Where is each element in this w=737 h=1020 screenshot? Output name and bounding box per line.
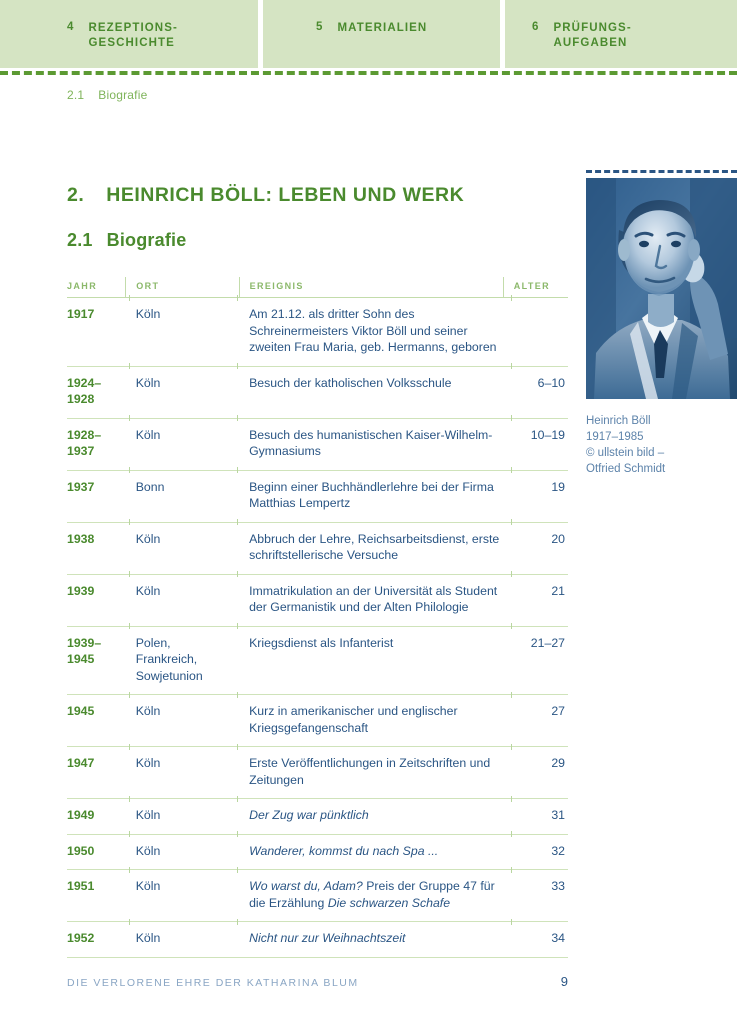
cell-ort: Köln (126, 695, 239, 747)
chapter-nav-tabs (0, 0, 737, 68)
cell-ereignis: Nicht nur zur Weihnachtszeit (239, 922, 503, 958)
column-header-ereignis: EREIGNIS (239, 277, 503, 298)
table-row (67, 834, 568, 870)
cell-alter: 29 (503, 747, 568, 799)
cell-alter (503, 298, 568, 367)
page-footer (67, 974, 568, 989)
cell-jahr: 1947 (67, 747, 126, 799)
table-row (67, 695, 568, 747)
cell-ort: Köln (126, 799, 239, 835)
cell-jahr: 1951 (67, 870, 126, 922)
table-row (67, 870, 568, 922)
cell-ereignis: Wanderer, kommst du nach Spa ... (239, 834, 503, 870)
cell-alter: 21–27 (503, 626, 568, 695)
cell-ereignis: Erste Veröffentlichungen in Zeitschriften und Zeitungen (239, 747, 503, 799)
cell-ort: Köln (126, 366, 239, 418)
cell-ereignis: Am 21.12. als dritter Sohn des Schreinermeisters Viktor Böll und seiner zweiten Frau Maria, geb. Hermanns, geboren (239, 298, 503, 367)
cell-ereignis: Kurz in amerikanischer und englischer Kriegsgefangenschaft (239, 695, 503, 747)
cell-ereignis: Wo warst du, Adam? Preis der Gruppe 47 für die Erzählung Die schwarzen Schafe (239, 870, 503, 922)
table-row (67, 418, 568, 470)
column-header-alter: ALTER (503, 277, 568, 298)
header-dashed-rule (0, 71, 737, 75)
chapter-title-text: HEINRICH BÖLL: LEBEN UND WERK (106, 184, 465, 206)
table-row (67, 922, 568, 958)
cell-ort: Polen, Frankreich, Sowjetunion (126, 626, 239, 695)
portrait-caption (586, 413, 737, 477)
cell-ort: Köln (126, 922, 239, 958)
cell-alter: 10–19 (503, 418, 568, 470)
cell-jahr: 1950 (67, 834, 126, 870)
portrait-block (586, 178, 737, 477)
cell-ereignis: Beginn einer Buchhändlerlehre bei der Firma Matthias Lempertz (239, 470, 503, 522)
portrait-caption-dates: 1917–1985 (586, 431, 644, 443)
nav-tab-pruefungsaufgaben[interactable] (505, 0, 737, 68)
footer-book-title: DIE VERLORENE EHRE DER KATHARINA BLUM (67, 977, 359, 989)
nav-tab-number: 6 (532, 21, 540, 33)
cell-ereignis: Besuch des humanistischen Kaiser-Wilhelm-Gymnasiums (239, 418, 503, 470)
nav-tab-rezeptionsgeschichte[interactable] (0, 0, 258, 68)
cell-alter: 27 (503, 695, 568, 747)
column-header-ort: ORT (126, 277, 239, 298)
biography-table (67, 277, 568, 958)
table-row (67, 574, 568, 626)
table-row (67, 366, 568, 418)
table-row (67, 626, 568, 695)
cell-alter: 20 (503, 522, 568, 574)
table-row (67, 799, 568, 835)
section-title-text: Biografie (106, 230, 187, 250)
chapter-number: 2. (67, 184, 85, 206)
cell-alter: 34 (503, 922, 568, 958)
cell-ereignis: Besuch der katholischen Volksschule (239, 366, 503, 418)
cell-ereignis: Kriegsdienst als Infanterist (239, 626, 503, 695)
nav-tab-number: 4 (67, 21, 75, 33)
cell-ort: Köln (126, 834, 239, 870)
cell-ort: Köln (126, 870, 239, 922)
nav-tab-materialien[interactable] (263, 0, 500, 68)
section-title (67, 230, 186, 251)
table-row (67, 522, 568, 574)
portrait-dashed-rule (586, 170, 737, 173)
chapter-title (67, 184, 464, 207)
cell-alter: 31 (503, 799, 568, 835)
table-row (67, 298, 568, 367)
cell-alter: 6–10 (503, 366, 568, 418)
nav-tab-number: 5 (316, 21, 324, 33)
cell-jahr: 1939 (67, 574, 126, 626)
running-head (67, 88, 147, 102)
cell-alter: 19 (503, 470, 568, 522)
running-head-number: 2.1 (67, 88, 85, 102)
table-row (67, 747, 568, 799)
cell-ereignis: Immatrikulation an der Universität als Student der Germanistik und der Alten Philologie (239, 574, 503, 626)
cell-jahr: 1945 (67, 695, 126, 747)
portrait-photo (586, 178, 737, 399)
cell-alter: 33 (503, 870, 568, 922)
cell-jahr: 1939– 1945 (67, 626, 126, 695)
portrait-caption-name: Heinrich Böll (586, 415, 651, 427)
section-number: 2.1 (67, 230, 93, 250)
cell-jahr: 1938 (67, 522, 126, 574)
cell-jahr: 1949 (67, 799, 126, 835)
cell-ereignis: Abbruch der Lehre, Reichsarbeitsdienst, erste schriftstellerische Versuche (239, 522, 503, 574)
nav-tab-label: MATERIALIEN (337, 22, 428, 34)
cell-jahr: 1924– 1928 (67, 366, 126, 418)
cell-alter: 32 (503, 834, 568, 870)
cell-alter: 21 (503, 574, 568, 626)
cell-ort: Köln (126, 418, 239, 470)
cell-jahr: 1952 (67, 922, 126, 958)
table-body (67, 298, 568, 958)
cell-ort: Köln (126, 574, 239, 626)
cell-jahr: 1917 (67, 298, 126, 367)
cell-jahr: 1928– 1937 (67, 418, 126, 470)
cell-ort: Bonn (126, 470, 239, 522)
portrait-caption-credit-1: © ullstein bild – (586, 447, 665, 459)
running-head-title: Biografie (98, 88, 148, 102)
table-header-row (67, 277, 568, 298)
cell-ort: Köln (126, 298, 239, 367)
footer-page-number: 9 (560, 974, 568, 989)
table-row (67, 470, 568, 522)
cell-jahr: 1937 (67, 470, 126, 522)
cell-ort: Köln (126, 747, 239, 799)
cell-ort: Köln (126, 522, 239, 574)
nav-tab-label: PRÜFUNGS- AUFGABEN (553, 22, 632, 49)
nav-tab-label: REZEPTIONS- GESCHICHTE (88, 22, 178, 49)
cell-ereignis: Der Zug war pünktlich (239, 799, 503, 835)
portrait-caption-credit-2: Otfried Schmidt (586, 463, 666, 475)
column-header-jahr: JAHR (67, 277, 126, 298)
